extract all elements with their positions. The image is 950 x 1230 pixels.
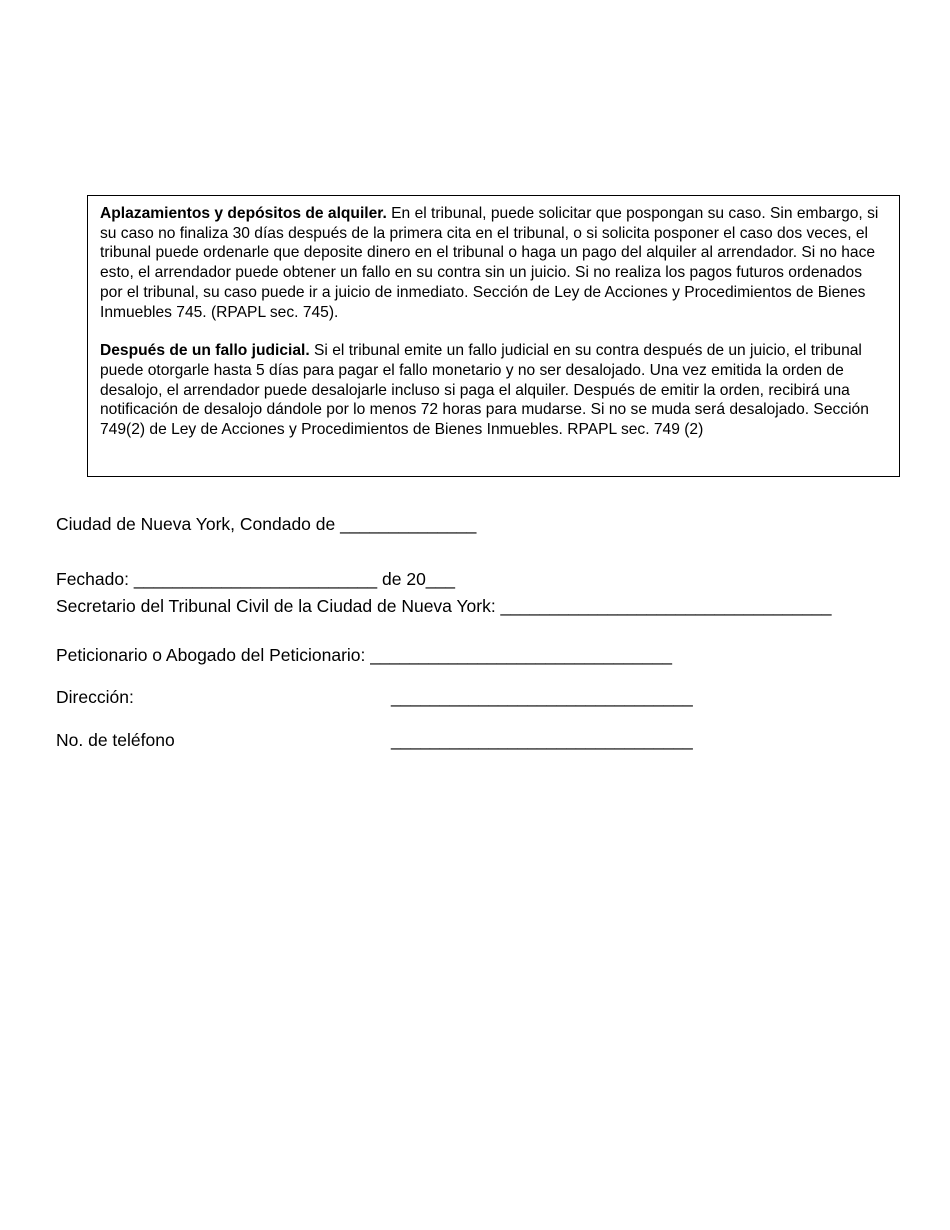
phone-field[interactable]: _______________________________ — [391, 730, 693, 750]
notice-paragraph-postponements — [100, 204, 887, 322]
notice-heading-postponements: Aplazamientos y depósitos de alquiler. — [100, 205, 387, 222]
address-field[interactable]: _______________________________ — [391, 687, 693, 707]
petitioner-field[interactable]: Peticionario o Abogado del Peticionario: _______________________________ — [56, 645, 672, 665]
dated-field[interactable]: Fechado: _________________________ de 20___ — [56, 569, 455, 589]
notice-text-postponements: En el tribunal, puede solicitar que pospongan su caso. Sin embargo, si su caso no finaliza 30 días después de la primera cita en el tribunal, o si solicita posponer el caso dos veces, el tribunal puede ordenarle que deposite dinero en el tribunal o haga un pago del alquiler al arrendador. Si no hace esto, el arrendador puede obtener un fallo en su contra sin un juicio. Si no realiza los pagos futuros ordenados por el tribunal, su caso puede ir a juicio de inmediato. Sección de Ley de Acciones y Procedimientos de Bienes Inmuebles 745. (RPAPL sec. 745). — [100, 205, 879, 321]
address-label: Dirección: — [56, 687, 134, 707]
notice-paragraph-judgment — [100, 341, 887, 440]
phone-label: No. de teléfono — [56, 730, 175, 750]
notice-text-judgment: Si el tribunal emite un fallo judicial en su contra después de un juicio, el tribunal puede otorgarle hasta 5 días para pagar el fallo monetario y no ser desalojado. Una vez emitida la orden de desalojo, el arrendador puede desalojarle incluso si paga el alquiler. Después de emitir la orden, recibirá una notificación de desalojo dándole por lo menos 72 horas para mudarse. Si no se muda será desalojado. Sección 749(2) de Ley de Acciones y Procedimientos de Bienes Inmuebles. RPAPL sec. 749 (2) — [100, 342, 869, 439]
clerk-field[interactable]: Secretario del Tribunal Civil de la Ciudad de Nueva York: __________________________________ — [56, 596, 832, 616]
notice-box — [87, 195, 900, 477]
notice-heading-judgment: Después de un fallo judicial. — [100, 342, 310, 360]
county-field[interactable]: Ciudad de Nueva York, Condado de ______________ — [56, 514, 477, 534]
